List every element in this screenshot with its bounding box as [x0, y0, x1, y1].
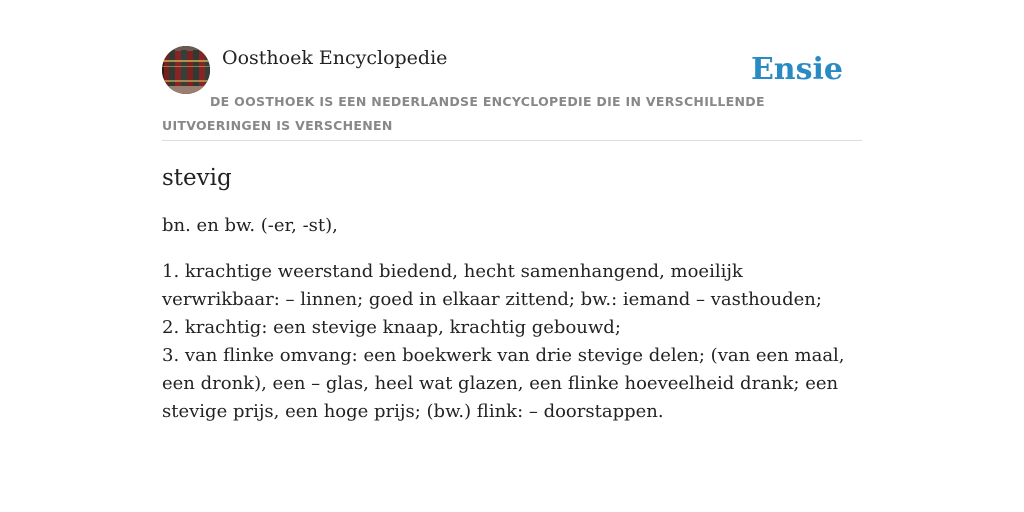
definition-item: 1. krachtige weerstand biedend, hecht samenhangend, moeilijk verwrikbaar: – linnen; goed in elkaar zittend; bw.: iemand – vasthouden; [162, 261, 822, 310]
entry-grammar: bn. en bw. (-er, -st), [162, 215, 338, 236]
entry-term: stevig [162, 165, 232, 191]
site-tagline: DE OOSTHOEK IS EEN NEDERLANDSE ENCYCLOPEDIE DIE IN VERSCHILLENDE UITVOERINGEN IS VERSCHENEN [162, 94, 765, 133]
books-icon [162, 46, 210, 94]
site-name[interactable]: Oosthoek Encyclopedie [222, 47, 448, 69]
definition-item: 3. van flinke omvang: een boekwerk van drie stevige delen; (van een maal, een dronk), een – glas, heel wat glazen, een flinke hoeveelheid drank; een stevige prijs, een hoge prijs; (bw.) flink: – doorstappen. [162, 345, 845, 422]
definition-item: 2. krachtig: een stevige knaap, krachtig gebouwd; [162, 317, 621, 338]
site-header [162, 46, 862, 141]
definition-list [162, 258, 862, 426]
ensie-logo-link[interactable]: Ensie [750, 52, 843, 87]
entry-content [162, 160, 862, 426]
encyclopedia-books-avatar[interactable] [162, 46, 210, 94]
